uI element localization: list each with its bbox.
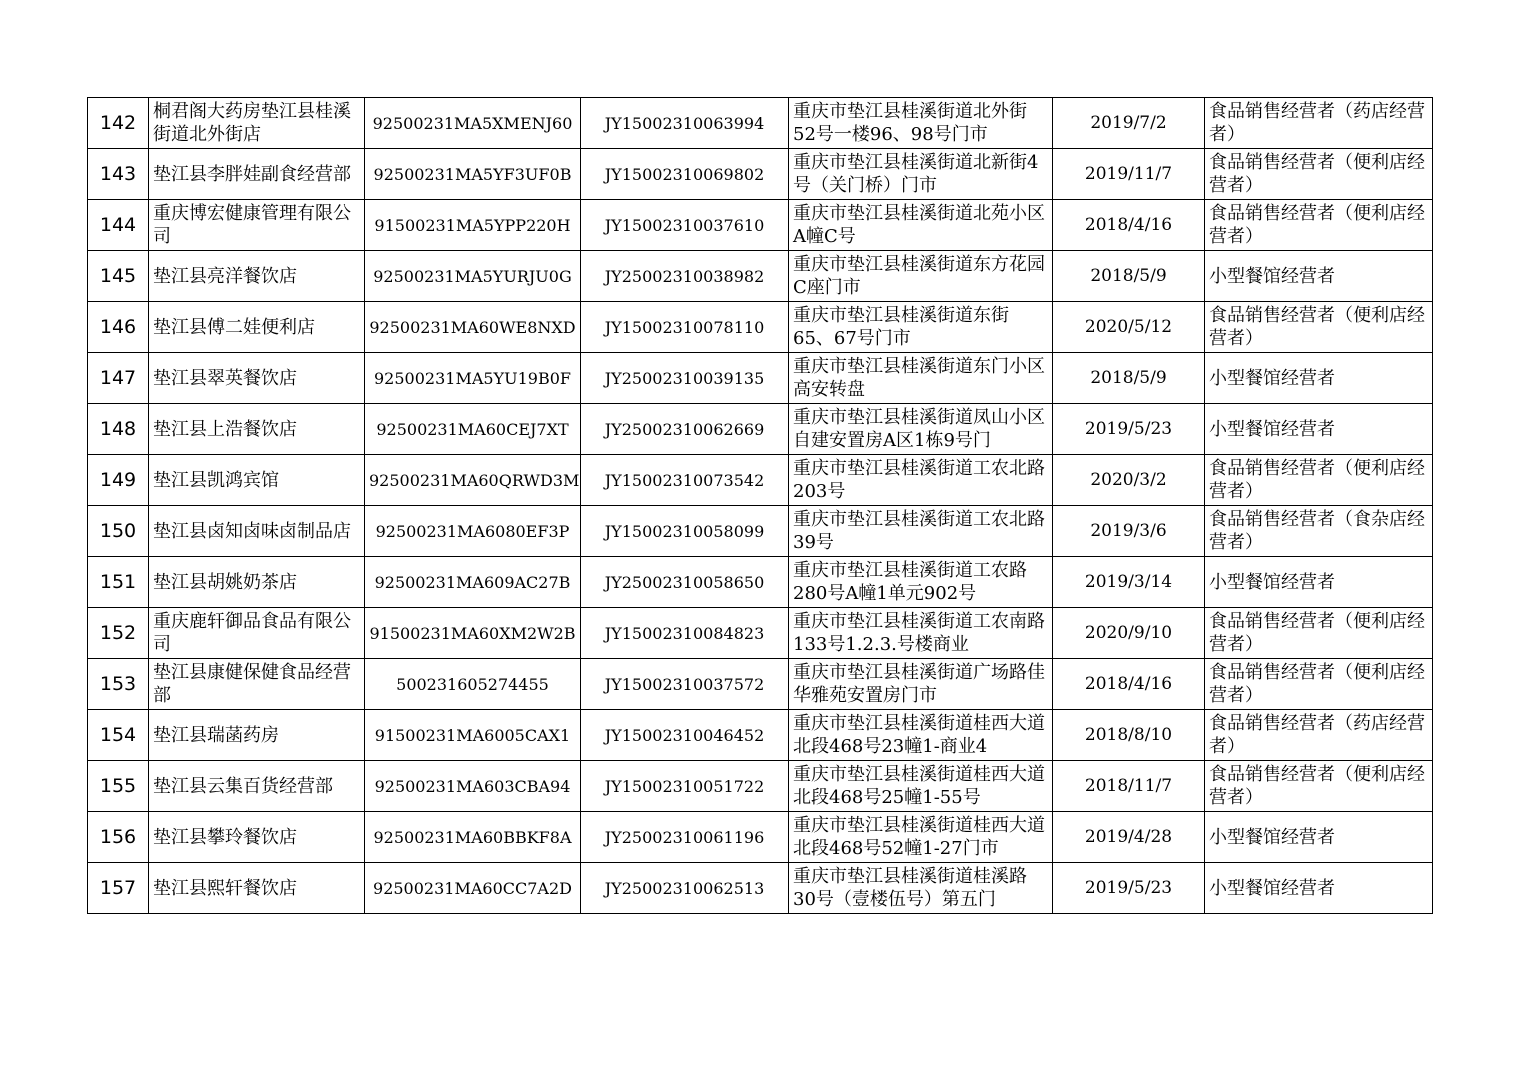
row-number-cell: 157 xyxy=(88,863,149,914)
row-number-cell: 152 xyxy=(88,608,149,659)
issue-date-cell: 2019/4/28 xyxy=(1053,812,1205,863)
business-type-cell: 食品销售经营者（便利店经营者） xyxy=(1205,455,1433,506)
credit-code-cell: 92500231MA60CC7A2D xyxy=(365,863,581,914)
business-type-cell: 小型餐馆经营者 xyxy=(1205,863,1433,914)
business-name-cell: 垫江县瑞菡药房 xyxy=(149,710,365,761)
license-number-cell: JY15002310063994 xyxy=(581,98,789,149)
license-number-cell: JY15002310084823 xyxy=(581,608,789,659)
row-number-cell: 149 xyxy=(88,455,149,506)
license-number-cell: JY15002310037610 xyxy=(581,200,789,251)
business-name-cell: 垫江县云集百货经营部 xyxy=(149,761,365,812)
business-name-cell: 垫江县亮洋餐饮店 xyxy=(149,251,365,302)
issue-date-cell: 2020/5/12 xyxy=(1053,302,1205,353)
issue-date-cell: 2018/8/10 xyxy=(1053,710,1205,761)
table-row xyxy=(88,812,1433,863)
license-number-cell: JY15002310078110 xyxy=(581,302,789,353)
license-number-cell: JY25002310061196 xyxy=(581,812,789,863)
table-row xyxy=(88,149,1433,200)
business-type-cell: 小型餐馆经营者 xyxy=(1205,557,1433,608)
table-row xyxy=(88,506,1433,557)
credit-code-cell: 92500231MA5XMENJ60 xyxy=(365,98,581,149)
business-address-cell: 重庆市垫江县桂溪街道凤山小区自建安置房A区1栋9号门 xyxy=(789,404,1053,455)
credit-code-cell: 92500231MA60BBKF8A xyxy=(365,812,581,863)
issue-date-cell: 2019/7/2 xyxy=(1053,98,1205,149)
business-address-cell: 重庆市垫江县桂溪街道北苑小区A幢C号 xyxy=(789,200,1053,251)
business-name-cell: 垫江县卤知卤味卤制品店 xyxy=(149,506,365,557)
business-address-cell: 重庆市垫江县桂溪街道工农路280号A幢1单元902号 xyxy=(789,557,1053,608)
license-number-cell: JY25002310062669 xyxy=(581,404,789,455)
credit-code-cell: 500231605274455 xyxy=(365,659,581,710)
license-number-cell: JY15002310051722 xyxy=(581,761,789,812)
table-row xyxy=(88,863,1433,914)
table-row xyxy=(88,761,1433,812)
business-address-cell: 重庆市垫江县桂溪街道桂西大道北段468号52幢1-27门市 xyxy=(789,812,1053,863)
row-number-cell: 150 xyxy=(88,506,149,557)
row-number-cell: 151 xyxy=(88,557,149,608)
business-type-cell: 食品销售经营者（药店经营者） xyxy=(1205,710,1433,761)
credit-code-cell: 92500231MA5YURJU0G xyxy=(365,251,581,302)
license-number-cell: JY15002310037572 xyxy=(581,659,789,710)
license-number-cell: JY25002310039135 xyxy=(581,353,789,404)
license-number-cell: JY25002310062513 xyxy=(581,863,789,914)
credit-code-cell: 92500231MA609AC27B xyxy=(365,557,581,608)
business-address-cell: 重庆市垫江县桂溪街道桂西大道北段468号23幢1-商业4 xyxy=(789,710,1053,761)
business-address-cell: 重庆市垫江县桂溪街道工农南路133号1.2.3.号楼商业 xyxy=(789,608,1053,659)
credit-code-cell: 91500231MA5YPP220H xyxy=(365,200,581,251)
credit-code-cell: 92500231MA5YU19B0F xyxy=(365,353,581,404)
table-row xyxy=(88,557,1433,608)
row-number-cell: 148 xyxy=(88,404,149,455)
table-row xyxy=(88,710,1433,761)
table-row xyxy=(88,404,1433,455)
issue-date-cell: 2018/5/9 xyxy=(1053,353,1205,404)
license-number-cell: JY15002310046452 xyxy=(581,710,789,761)
business-name-cell: 垫江县上浩餐饮店 xyxy=(149,404,365,455)
credit-code-cell: 92500231MA5YF3UF0B xyxy=(365,149,581,200)
table-row xyxy=(88,608,1433,659)
table-row xyxy=(88,353,1433,404)
table-row xyxy=(88,302,1433,353)
business-type-cell: 食品销售经营者（便利店经营者） xyxy=(1205,149,1433,200)
business-address-cell: 重庆市垫江县桂溪街道桂溪路30号（壹楼伍号）第五门 xyxy=(789,863,1053,914)
business-name-cell: 垫江县傅二娃便利店 xyxy=(149,302,365,353)
row-number-cell: 156 xyxy=(88,812,149,863)
row-number-cell: 143 xyxy=(88,149,149,200)
issue-date-cell: 2019/11/7 xyxy=(1053,149,1205,200)
business-name-cell: 垫江县胡姚奶茶店 xyxy=(149,557,365,608)
business-address-cell: 重庆市垫江县桂溪街道广场路佳华雅苑安置房门市 xyxy=(789,659,1053,710)
issue-date-cell: 2018/11/7 xyxy=(1053,761,1205,812)
table-row xyxy=(88,200,1433,251)
table-body xyxy=(88,98,1433,914)
business-name-cell: 垫江县熙轩餐饮店 xyxy=(149,863,365,914)
business-type-cell: 小型餐馆经营者 xyxy=(1205,812,1433,863)
business-name-cell: 垫江县凯鸿宾馆 xyxy=(149,455,365,506)
business-address-cell: 重庆市垫江县桂溪街道东街65、67号门市 xyxy=(789,302,1053,353)
business-type-cell: 小型餐馆经营者 xyxy=(1205,353,1433,404)
issue-date-cell: 2019/5/23 xyxy=(1053,404,1205,455)
business-address-cell: 重庆市垫江县桂溪街道桂西大道北段468号25幢1-55号 xyxy=(789,761,1053,812)
business-address-cell: 重庆市垫江县桂溪街道北新街4号（关门桥）门市 xyxy=(789,149,1053,200)
business-type-cell: 食品销售经营者（药店经营者） xyxy=(1205,98,1433,149)
business-name-cell: 桐君阁大药房垫江县桂溪街道北外街店 xyxy=(149,98,365,149)
credit-code-cell: 91500231MA60XM2W2B xyxy=(365,608,581,659)
row-number-cell: 153 xyxy=(88,659,149,710)
issue-date-cell: 2020/3/2 xyxy=(1053,455,1205,506)
row-number-cell: 147 xyxy=(88,353,149,404)
table-row xyxy=(88,98,1433,149)
credit-code-cell: 92500231MA60CEJ7XT xyxy=(365,404,581,455)
license-number-cell: JY15002310069802 xyxy=(581,149,789,200)
credit-code-cell: 91500231MA6005CAX1 xyxy=(365,710,581,761)
business-name-cell: 垫江县康健保健食品经营部 xyxy=(149,659,365,710)
business-name-cell: 垫江县李胖娃副食经营部 xyxy=(149,149,365,200)
business-type-cell: 食品销售经营者（便利店经营者） xyxy=(1205,761,1433,812)
issue-date-cell: 2018/4/16 xyxy=(1053,200,1205,251)
table-row xyxy=(88,251,1433,302)
business-name-cell: 重庆鹿轩御品食品有限公司 xyxy=(149,608,365,659)
row-number-cell: 154 xyxy=(88,710,149,761)
business-type-cell: 食品销售经营者（便利店经营者） xyxy=(1205,608,1433,659)
table-row xyxy=(88,455,1433,506)
row-number-cell: 145 xyxy=(88,251,149,302)
business-name-cell: 重庆博宏健康管理有限公司 xyxy=(149,200,365,251)
license-number-cell: JY15002310058099 xyxy=(581,506,789,557)
business-address-cell: 重庆市垫江县桂溪街道工农北路203号 xyxy=(789,455,1053,506)
business-name-cell: 垫江县翠英餐饮店 xyxy=(149,353,365,404)
business-type-cell: 食品销售经营者（食杂店经营者） xyxy=(1205,506,1433,557)
business-type-cell: 食品销售经营者（便利店经营者） xyxy=(1205,659,1433,710)
business-name-cell: 垫江县攀玲餐饮店 xyxy=(149,812,365,863)
issue-date-cell: 2018/4/16 xyxy=(1053,659,1205,710)
issue-date-cell: 2019/3/14 xyxy=(1053,557,1205,608)
license-table xyxy=(87,97,1433,914)
business-type-cell: 食品销售经营者（便利店经营者） xyxy=(1205,200,1433,251)
business-address-cell: 重庆市垫江县桂溪街道东方花园C座门市 xyxy=(789,251,1053,302)
issue-date-cell: 2018/5/9 xyxy=(1053,251,1205,302)
business-address-cell: 重庆市垫江县桂溪街道工农北路39号 xyxy=(789,506,1053,557)
business-address-cell: 重庆市垫江县桂溪街道东门小区高安转盘 xyxy=(789,353,1053,404)
table-row xyxy=(88,659,1433,710)
credit-code-cell: 92500231MA603CBA94 xyxy=(365,761,581,812)
business-type-cell: 小型餐馆经营者 xyxy=(1205,251,1433,302)
row-number-cell: 142 xyxy=(88,98,149,149)
row-number-cell: 155 xyxy=(88,761,149,812)
credit-code-cell: 92500231MA60QRWD3M xyxy=(365,455,581,506)
business-type-cell: 食品销售经营者（便利店经营者） xyxy=(1205,302,1433,353)
license-number-cell: JY25002310038982 xyxy=(581,251,789,302)
row-number-cell: 144 xyxy=(88,200,149,251)
credit-code-cell: 92500231MA6080EF3P xyxy=(365,506,581,557)
business-address-cell: 重庆市垫江县桂溪街道北外街52号一楼96、98号门市 xyxy=(789,98,1053,149)
issue-date-cell: 2019/5/23 xyxy=(1053,863,1205,914)
issue-date-cell: 2020/9/10 xyxy=(1053,608,1205,659)
issue-date-cell: 2019/3/6 xyxy=(1053,506,1205,557)
row-number-cell: 146 xyxy=(88,302,149,353)
credit-code-cell: 92500231MA60WE8NXD xyxy=(365,302,581,353)
business-type-cell: 小型餐馆经营者 xyxy=(1205,404,1433,455)
license-number-cell: JY25002310058650 xyxy=(581,557,789,608)
license-number-cell: JY15002310073542 xyxy=(581,455,789,506)
